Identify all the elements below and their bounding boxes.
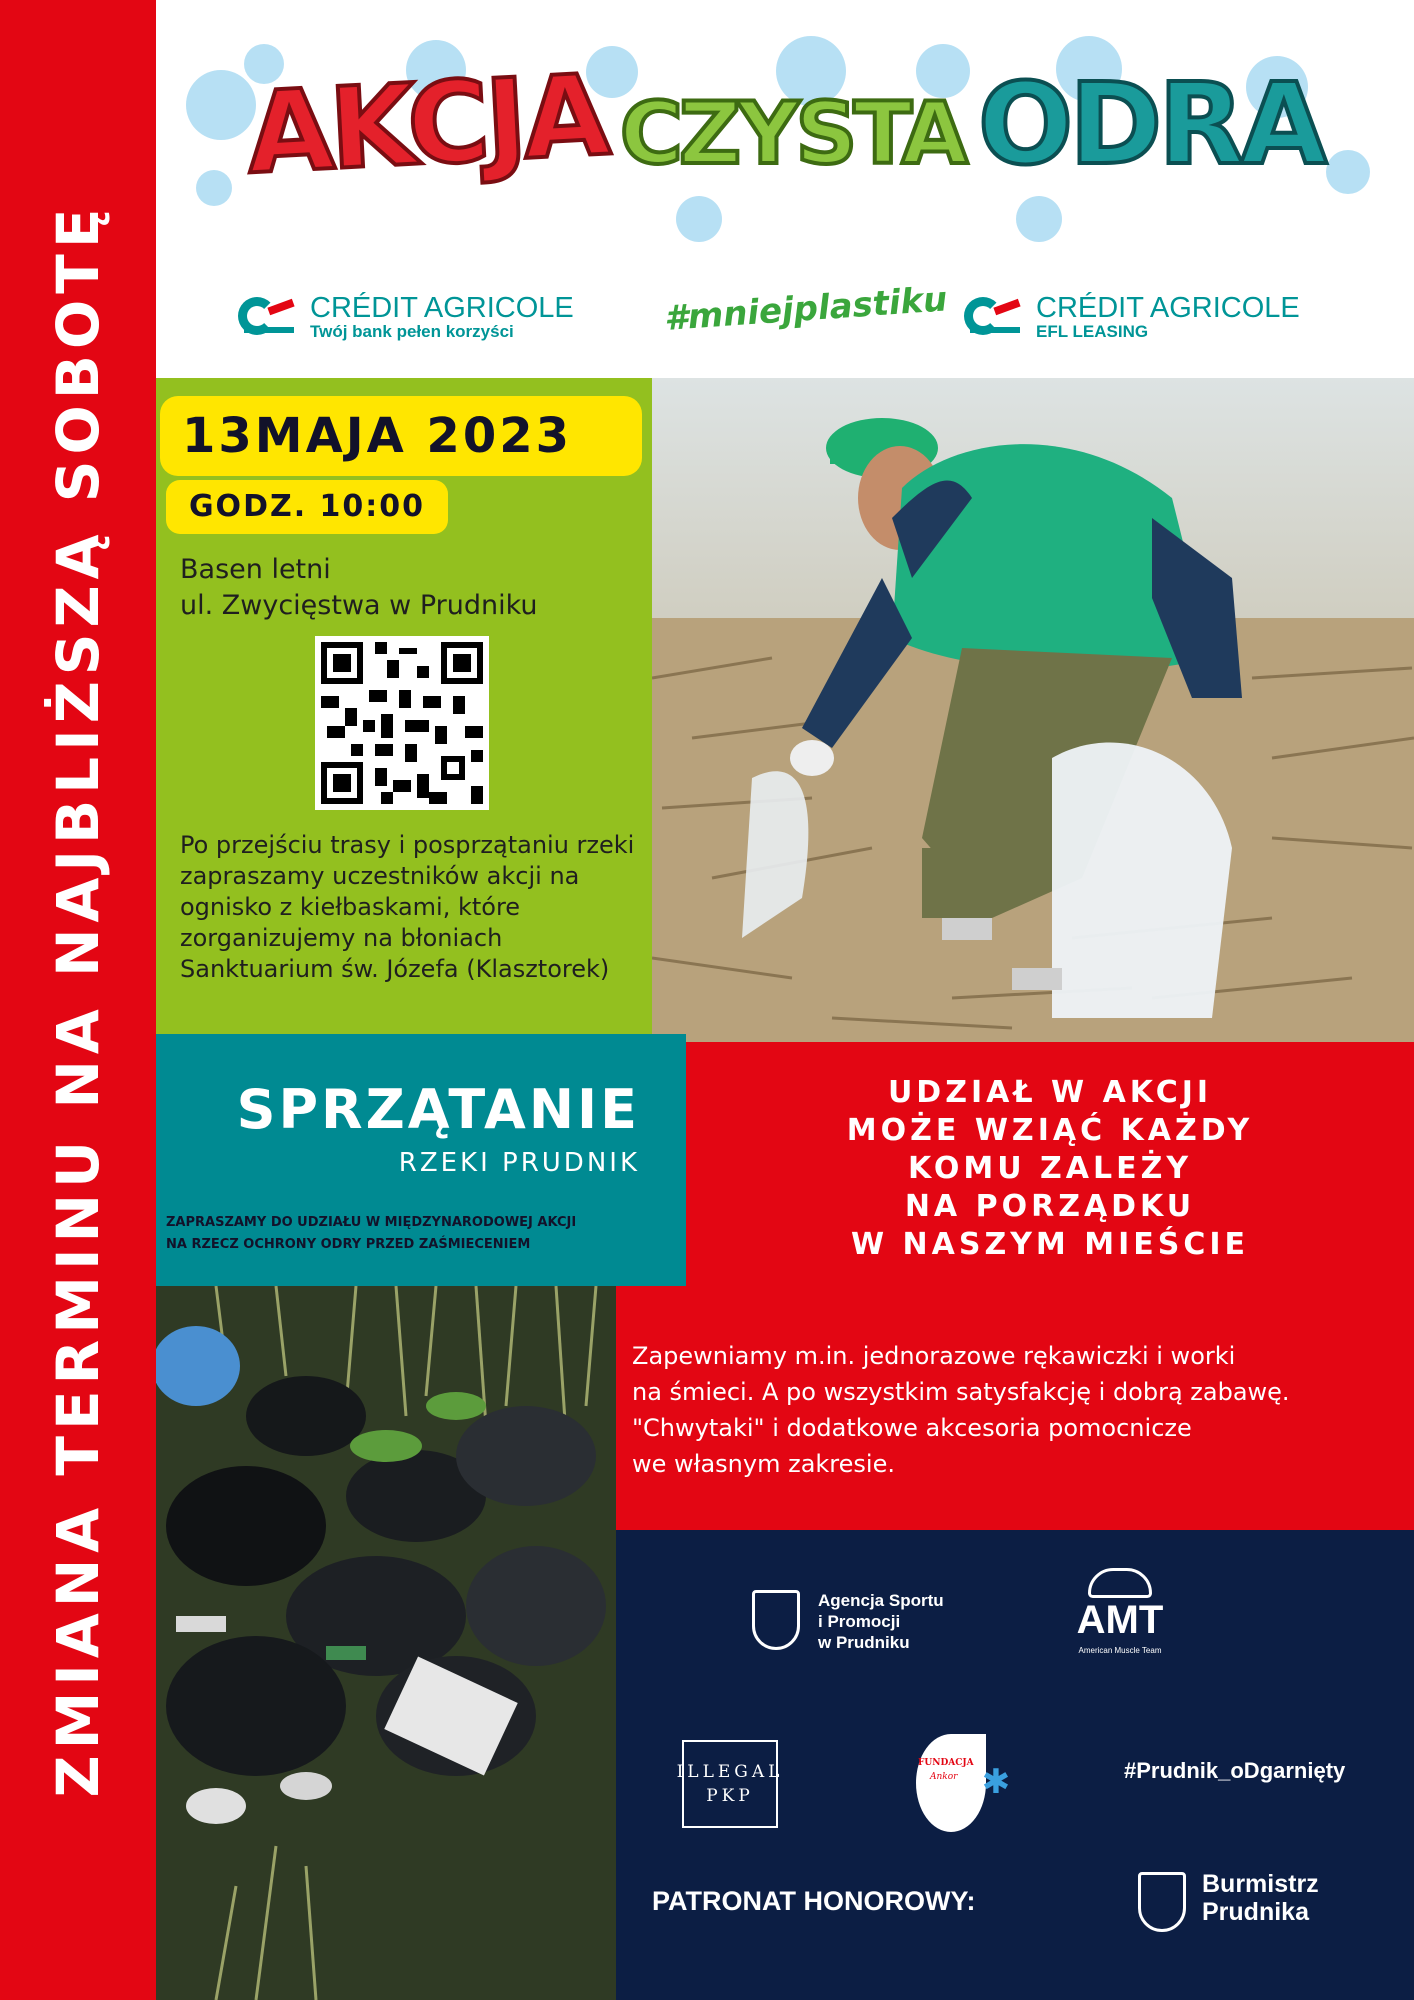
burmistrz-logo <box>1138 1872 1190 1934</box>
credit-agricole-icon <box>964 297 1022 337</box>
amt-subtitle: American Muscle Team <box>1078 1646 1162 1655</box>
frame-icon <box>682 1740 778 1828</box>
volunteer-photo <box>652 378 1414 1042</box>
provided-equipment-text <box>632 1338 1402 1482</box>
participation-headline <box>716 1074 1384 1264</box>
header <box>156 0 1414 378</box>
river-trash-photo <box>156 1286 616 2000</box>
event-location <box>180 552 640 624</box>
agency-line: w Prudniku <box>818 1633 910 1652</box>
body-line: we własnym zakresie. <box>632 1450 895 1478</box>
headline-line: NA PORZĄDKU <box>904 1189 1196 1224</box>
after-event-description: Po przejściu trasy i posprzątaniu rzeki zapraszamy uczestników akcji na ognisko z kiełbaskami, które zorganizujemy na błoniach Sanktuarium św. Józefa (Klasztorek) <box>180 831 635 983</box>
hashtag-mniejplastiku: #mniejplastiku <box>662 279 949 340</box>
amt-letters: AMT <box>1076 1598 1164 1642</box>
cleanup-subtitle: RZEKI PRUDNIK <box>398 1148 640 1178</box>
burmistrz-line: Burmistrz <box>1202 1870 1319 1898</box>
location-line-1: Basen letni <box>180 554 331 585</box>
cleanup-title: SPRZĄTANIE <box>236 1078 640 1141</box>
headline-line: W NASZYM MIEŚCIE <box>850 1227 1250 1262</box>
agency-logo <box>752 1590 804 1652</box>
burmistrz-name <box>1202 1870 1319 1926</box>
star-of-life-icon: ✱ <box>981 1762 1011 1802</box>
body-line: "Chwytaki" i dodatkowe akcesoria pomocnicze <box>632 1414 1192 1442</box>
event-logo-title <box>156 50 1414 200</box>
fundacja-ankor-logo <box>916 1734 1020 1832</box>
credit-agricole-efl-logo <box>964 292 1300 342</box>
credit-agricole-logo <box>238 292 574 342</box>
ankor-text: Ankor <box>930 1772 958 1782</box>
invitation-line: NA RZECZ OCHRONY ODRY PRZED ZAŚMIECENIEM <box>166 1237 531 1252</box>
heart-icon <box>916 1734 986 1832</box>
headline-line: UDZIAŁ W AKCJI <box>887 1075 1213 1110</box>
illegal-text: ILLEGAL <box>676 1762 784 1782</box>
hashtag-prudnik: #Prudnik_oDgarnięty <box>1124 1758 1346 1783</box>
burmistrz-line: Prudnika <box>1202 1898 1309 1926</box>
prudnik-crest-icon <box>752 1590 800 1650</box>
logo-word-czysta: CZYSTA <box>619 84 965 184</box>
illegal-pkp-logo <box>660 1740 800 1828</box>
agency-line: Agencja Sportu <box>818 1591 944 1610</box>
amt-logo <box>1060 1568 1180 1668</box>
qr-code[interactable] <box>315 636 489 810</box>
headline-line: MOŻE WZIĄĆ KAŻDY <box>846 1113 1254 1148</box>
location-line-2: ul. Zwycięstwa w Prudniku <box>180 590 538 621</box>
sponsor-tagline: Twój bank pełen korzyści <box>310 322 514 341</box>
invitation-line: ZAPRASZAMY DO UDZIAŁU W MIĘDZYNARODOWEJ AKCJI <box>166 1215 577 1230</box>
schedule-change-notice: ZMIANA TERMINU NA NAJBLIŻSZĄ SOBOTĘ <box>44 202 112 1798</box>
qr-code-icon <box>315 636 489 810</box>
honorary-patronage-label: PATRONAT HONOROWY: <box>652 1886 976 1916</box>
headline-line: KOMU ZALEŻY <box>907 1151 1193 1186</box>
credit-agricole-icon <box>238 297 296 337</box>
logo-word-akcja: AKCJA <box>243 50 609 200</box>
fundacja-text: FUNDACJA <box>918 1758 974 1768</box>
pkp-text: PKP <box>706 1786 754 1806</box>
agency-line: i Promocji <box>818 1612 901 1631</box>
sponsor-name: CRÉDIT AGRICOLE <box>1036 292 1300 324</box>
cleanup-invitation <box>166 1212 676 1256</box>
logo-word-odra: ODRA <box>978 60 1324 190</box>
amt-emblem-icon <box>1088 1568 1152 1598</box>
body-line: Zapewniamy m.in. jednorazowe rękawiczki i worki <box>632 1342 1236 1370</box>
sponsor-name: CRÉDIT AGRICOLE <box>310 292 574 324</box>
event-time: GODZ. 10:00 <box>166 480 448 534</box>
body-line: na śmieci. A po wszystkim satysfakcję i dobrą zabawę. <box>632 1378 1290 1406</box>
sponsor-tagline: EFL LEASING <box>1036 322 1149 341</box>
prudnik-crest-icon <box>1138 1872 1186 1932</box>
agency-name <box>818 1590 944 1653</box>
event-date: 13MAJA 2023 <box>160 396 642 476</box>
